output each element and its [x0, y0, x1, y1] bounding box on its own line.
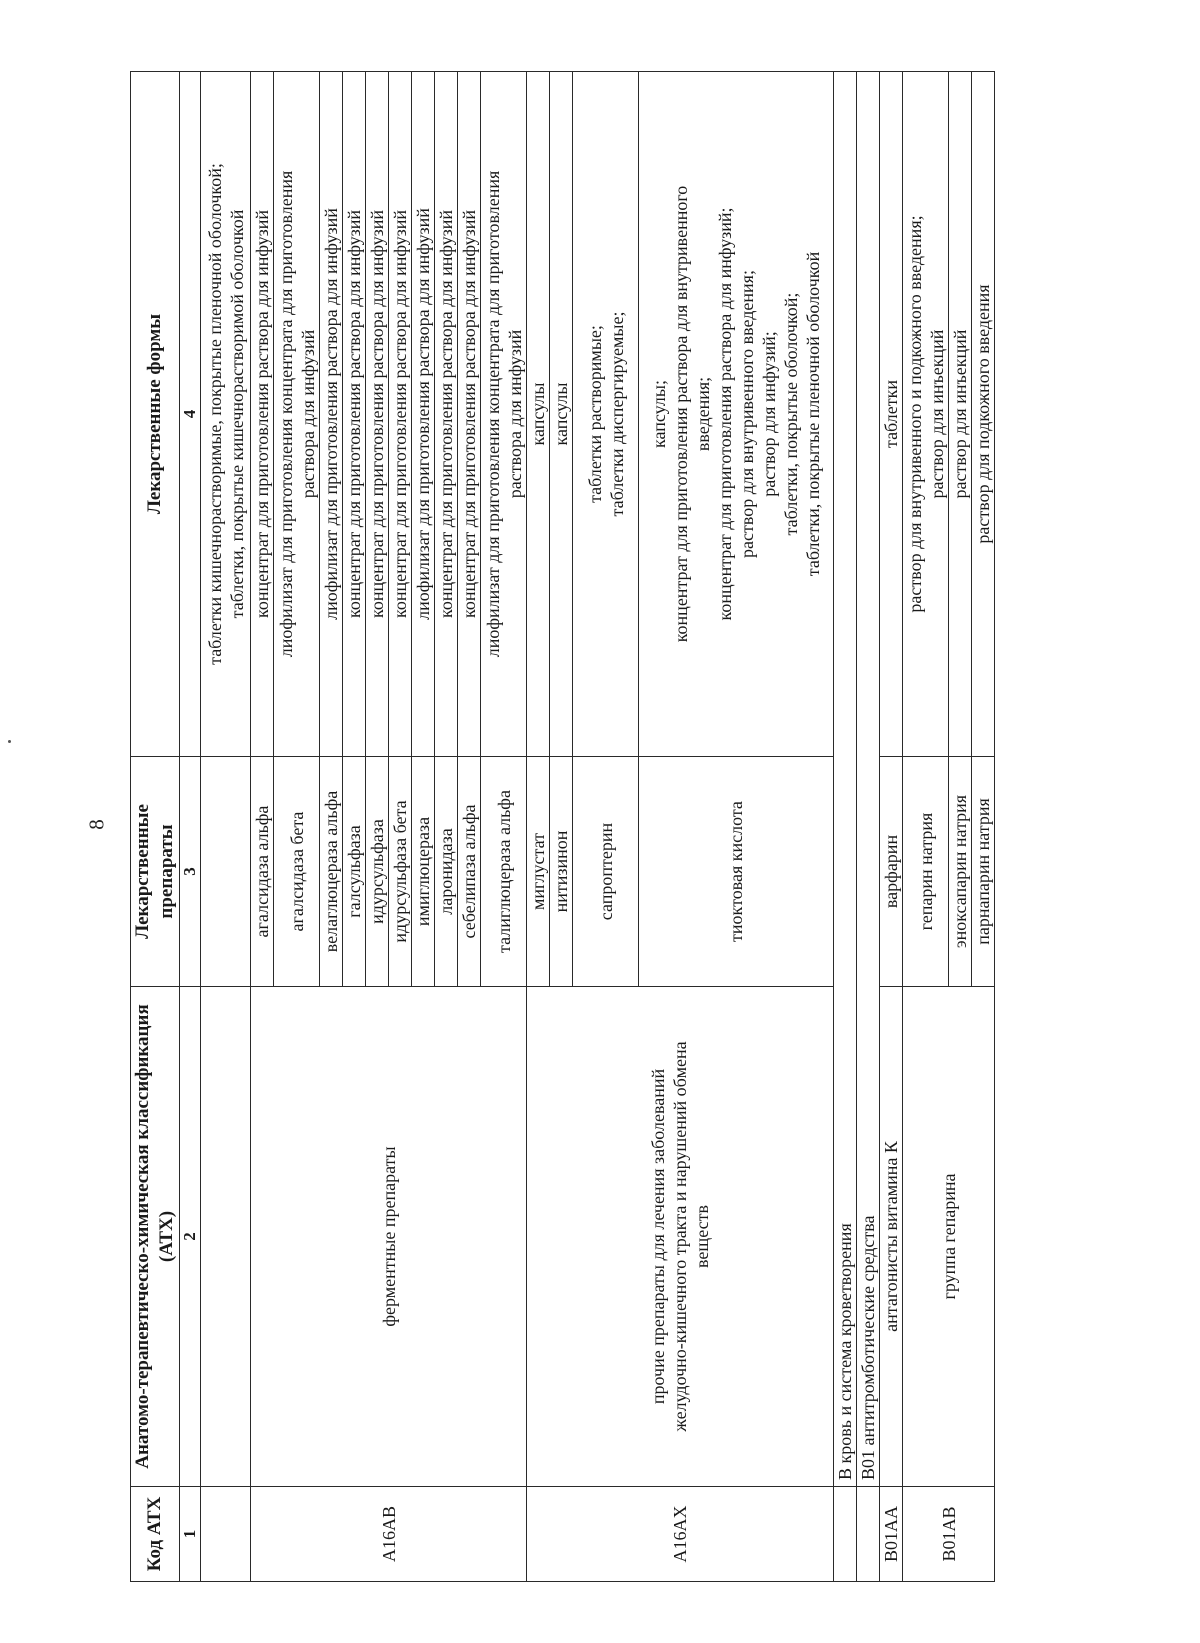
atx-class-cell: ферментные препараты [251, 987, 527, 1487]
drug-name-cell: нитизинон [550, 757, 573, 987]
drug-name-cell: агалсидаза бета [274, 757, 320, 987]
dosage-form-cell: лиофилизат для приготовления раствора для инфузий [320, 72, 343, 757]
drug-name-cell: эноксапарин натрия [949, 757, 972, 987]
drug-table [130, 71, 995, 1582]
drug-name-cell: миглустат [527, 757, 550, 987]
header-drugs: Лекарственные препараты [131, 757, 180, 987]
table-row [251, 72, 274, 1582]
drug-name-cell: имиглюцераза [412, 757, 435, 987]
dosage-form-cell: раствор для внутривенного и подкожного введения; раствор для инъекций [903, 72, 949, 757]
dosage-form-cell: лиофилизат для приготовления концентрата для приготовления раствора для инфузий [274, 72, 320, 757]
atx-code-cell: A16AB [251, 1487, 527, 1582]
atx-code-cell: B01AA [880, 1487, 903, 1582]
dosage-form-cell: лиофилизат для приготовления концентрата для приготовления раствора для инфузий [481, 72, 527, 757]
drug-name-cell: варфарин [880, 757, 903, 987]
header-atx-code: Код АТХ [131, 1487, 180, 1582]
atx-class-cell: прочие препараты для лечения заболеваний желудочно-кишечного тракта и нарушений обмена веществ [527, 987, 834, 1487]
dosage-form-cell: концентрат для приготовления раствора для инфузий [251, 72, 274, 757]
column-number: 4 [180, 72, 201, 757]
header-row [131, 72, 180, 1582]
table-row [201, 72, 251, 1582]
drug-name-cell: парнапарин натрия [972, 757, 995, 987]
drug-name-cell: талиглюцераза альфа [481, 757, 527, 987]
dosage-form-cell: раствор для подкожного введения [972, 72, 995, 757]
drug-name-cell: велаглюцераза альфа [320, 757, 343, 987]
dosage-form-cell: капсулы [527, 72, 550, 757]
drug-name-cell: тиоктовая кислота [639, 757, 834, 987]
column-number: 3 [180, 757, 201, 987]
section-heading: B01 антитромботические средства [857, 72, 880, 1487]
drug-name-cell: идурсульфаза [366, 757, 389, 987]
dosage-form-cell: концентрат для приготовления раствора для инфузий [343, 72, 366, 757]
section-row [834, 72, 857, 1582]
dosage-form-cell: концентрат для приготовления раствора для инфузий [435, 72, 458, 757]
dosage-form-cell: концентрат для приготовления раствора для инфузий [366, 72, 389, 757]
dosage-form-cell: капсулы [550, 72, 573, 757]
dosage-form-cell: раствор для инъекций [949, 72, 972, 757]
atx-code-cell: B01AB [903, 1487, 995, 1582]
section-row [857, 72, 880, 1582]
dosage-form-cell: таблетки [880, 72, 903, 757]
section-heading: В кровь и система кроветворения [834, 72, 857, 1487]
column-number-row [180, 72, 201, 1582]
header-dosage-forms: Лекарственные формы [131, 72, 180, 757]
column-number: 2 [180, 987, 201, 1487]
dosage-form-cell: таблетки растворимые; таблетки диспергируемые; [573, 72, 639, 757]
atx-class-cell: группа гепарина [903, 987, 995, 1487]
drug-name-cell: ларонидаза [435, 757, 458, 987]
scan-speck [8, 740, 11, 743]
column-number: 1 [180, 1487, 201, 1582]
page-number: 8 [84, 819, 109, 830]
table-row [903, 72, 949, 1582]
drug-name-cell: себелипаза альфа [458, 757, 481, 987]
dosage-form-cell: лиофилизат для приготовления раствора для инфузий [412, 72, 435, 757]
atx-code-cell: A16AX [527, 1487, 834, 1582]
atx-class-cell: антагонисты витамина К [880, 987, 903, 1487]
drug-name-cell: агалсидаза альфа [251, 757, 274, 987]
drug-name-cell: галсульфаза [343, 757, 366, 987]
dosage-form-cell: таблетки кишечнорастворимые, покрытые пленочной оболочкой; таблетки, покрытые кишечнорастворимой оболочкой [201, 72, 251, 757]
drug-name-cell: сапроптерин [573, 757, 639, 987]
drug-table-sheet [130, 72, 1038, 1582]
dosage-form-cell: капсулы; концентрат для приготовления раствора для внутривенного введения; концентрат для приготовления раствора для инфузий; раствор для внутривенного введения; раствор для инфузий; таблетки, покрытые оболочкой; таблетки, покрытые пленочной оболочкой [639, 72, 834, 757]
dosage-form-cell: концентрат для приготовления раствора для инфузий [389, 72, 412, 757]
header-atx-classification: Анатомо-терапевтическо-химическая классификация (АТХ) [131, 987, 180, 1487]
drug-name-cell: гепарин натрия [903, 757, 949, 987]
dosage-form-cell: концентрат для приготовления раствора для инфузий [458, 72, 481, 757]
table-row [527, 72, 550, 1582]
drug-name-cell: идурсульфаза бета [389, 757, 412, 987]
table-row [880, 72, 903, 1582]
